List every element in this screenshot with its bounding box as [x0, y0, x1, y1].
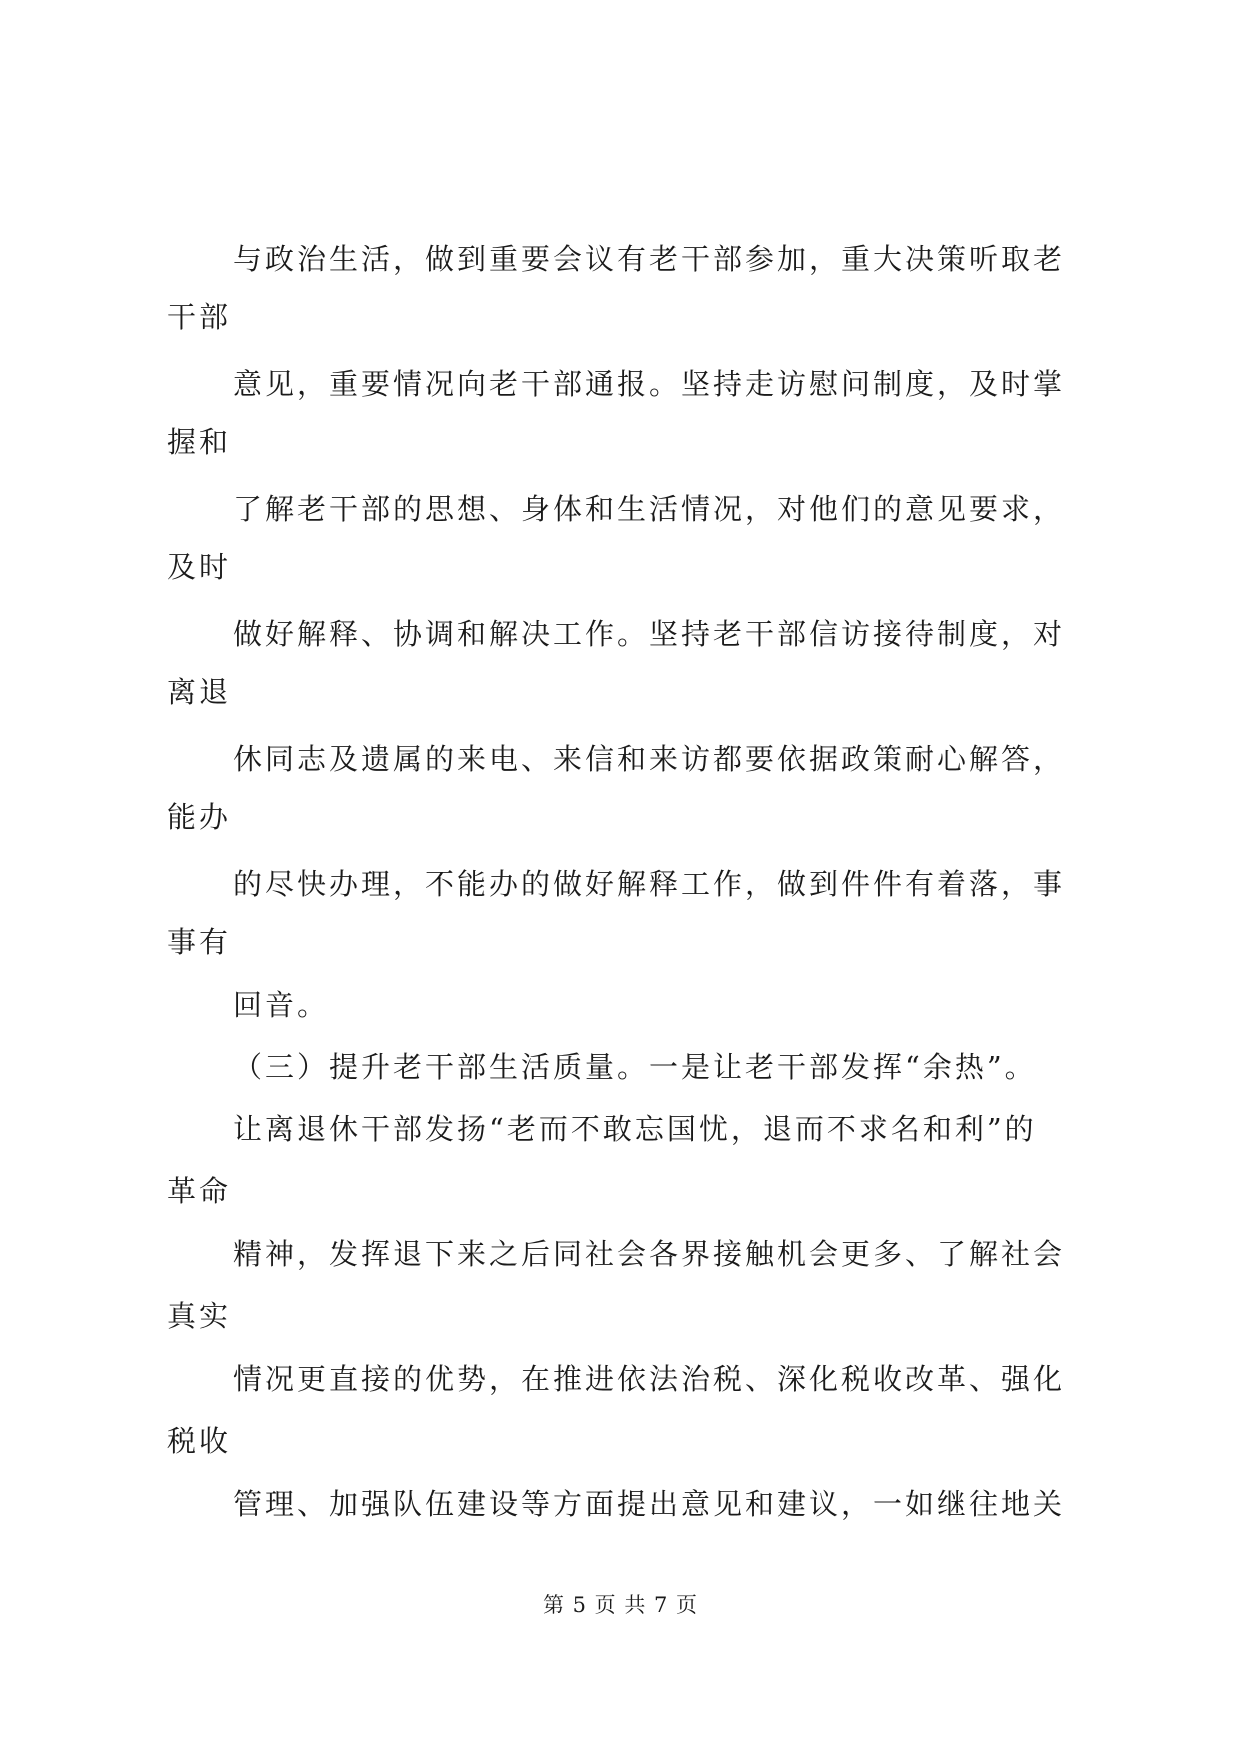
- text-line: 革命: [167, 1174, 232, 1208]
- text-line: 事有: [167, 925, 232, 959]
- text-line: 休同志及遗属的来电、来信和来访都要依据政策耐心解答，: [233, 742, 1066, 776]
- text-line: 及时: [167, 550, 232, 584]
- text-line: 与政治生活，做到重要会议有老干部参加，重大决策听取老: [233, 242, 1066, 276]
- text-line: 握和: [167, 425, 232, 459]
- text-line: 干部: [167, 300, 232, 334]
- text-line: 管理、加强队伍建设等方面提出意见和建议，一如继往地关: [233, 1487, 1066, 1521]
- text-line: 情况更直接的优势，在推进依法治税、深化税收改革、强化: [233, 1362, 1066, 1396]
- text-line: 了解老干部的思想、身体和生活情况，对他们的意见要求，: [233, 492, 1066, 526]
- text-line: 的尽快办理，不能办的做好解释工作，做到件件有着落，事: [233, 867, 1066, 901]
- section-heading: （三）提升老干部生活质量。一是让老干部发挥“余热”。: [233, 1050, 1037, 1084]
- text-line: 让离退休干部发扬“老而不敢忘国忧，退而不求名和利”的: [233, 1112, 1037, 1146]
- text-line: 精神，发挥退下来之后同社会各界接触机会更多、了解社会: [233, 1237, 1066, 1271]
- text-line: 能办: [167, 800, 232, 834]
- text-line: 做好解释、协调和解决工作。坚持老干部信访接待制度，对: [233, 617, 1066, 651]
- text-line: 真实: [167, 1299, 232, 1333]
- text-line: 意见，重要情况向老干部通报。坚持走访慰问制度，及时掌: [233, 367, 1066, 401]
- text-line: 回音。: [233, 988, 330, 1022]
- text-line: 离退: [167, 675, 232, 709]
- page-number-footer: 第 5 页 共 7 页: [542, 1593, 699, 1617]
- text-line: 税收: [167, 1424, 232, 1458]
